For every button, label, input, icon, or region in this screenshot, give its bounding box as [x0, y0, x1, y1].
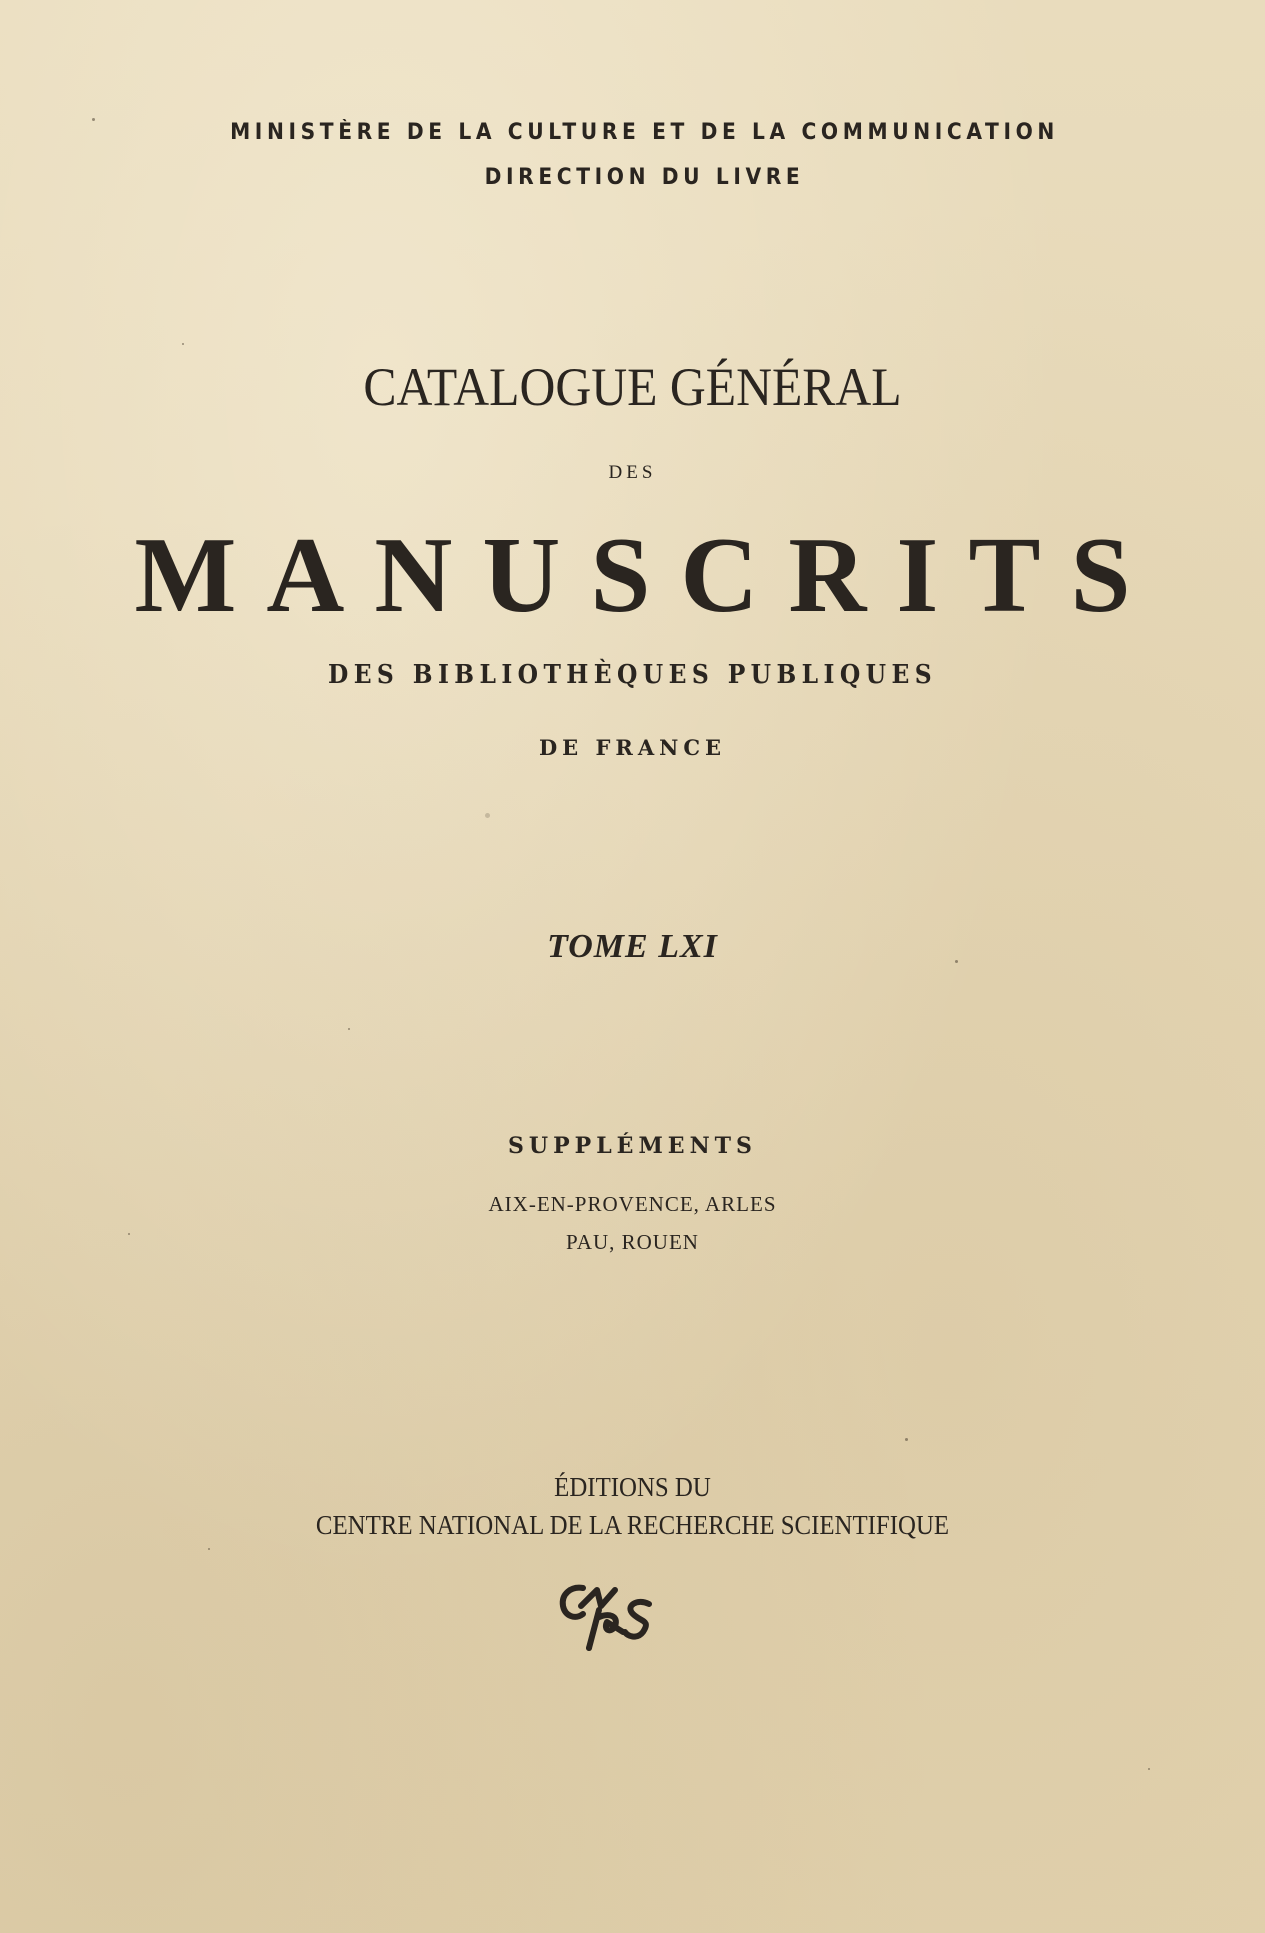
paper-speck — [128, 1233, 130, 1235]
catalogue-title: CATALOGUE GÉNÉRAL — [363, 357, 902, 417]
paper-speck — [208, 1548, 210, 1550]
main-title: MANUSCRITS — [134, 516, 1161, 635]
cnrs-monogram-icon — [553, 1576, 663, 1656]
direction-heading: DIRECTION DU LIVRE — [484, 165, 805, 190]
subtitle-country: DE FRANCE — [538, 735, 727, 760]
paper-speck — [92, 118, 95, 121]
publisher-line2: CENTRE NATIONAL DE LA RECHERCHE SCIENTIFIQUE — [315, 1510, 950, 1540]
contents-places-line1: AIX-EN-PROVENCE, ARLES — [488, 1192, 777, 1216]
paper-speck — [1148, 1768, 1150, 1770]
paper-speck — [182, 343, 184, 345]
paper-speck — [955, 960, 958, 963]
paper-speck — [905, 1438, 908, 1441]
subtitle-libraries: DES BIBLIOTHÈQUES PUBLIQUES — [328, 660, 937, 690]
volume-number: TOME LXI — [547, 928, 718, 965]
paper-speck — [348, 1028, 350, 1030]
title-connector: DES — [608, 462, 657, 483]
ministry-heading: MINISTÈRE DE LA CULTURE ET DE LA COMMUNICATION — [230, 120, 1059, 145]
paper-speck — [485, 813, 490, 818]
contents-places-line2: PAU, ROUEN — [566, 1230, 699, 1254]
contents-heading: SUPPLÉMENTS — [508, 1133, 757, 1159]
publisher-line1: ÉDITIONS DU — [554, 1472, 711, 1502]
